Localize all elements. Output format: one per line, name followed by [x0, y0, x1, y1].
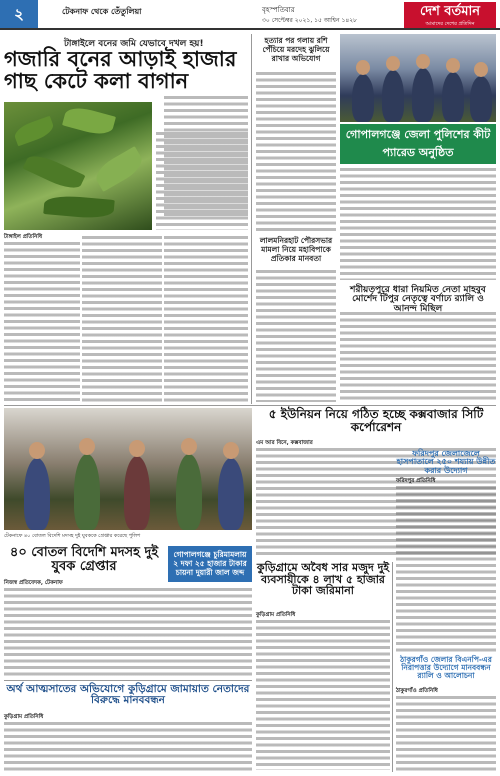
header-day: বৃহস্পতিবার — [262, 6, 295, 14]
faridpur-column — [396, 486, 496, 652]
shariatpur-column — [340, 312, 496, 402]
union-byline: এম আর বিনে, কক্সবাজার — [256, 440, 313, 446]
brand-logo: দেশ বর্তমান — [404, 2, 496, 28]
kurigram-headline: কুড়িগ্রামে অবৈধ সার মজুদ দুই ব্যবসায়ীকে ৪ লাখ ৫ হাজার টাকা জরিমানা — [256, 561, 390, 598]
banana-photo — [4, 102, 152, 230]
page-number: ২ — [0, 0, 38, 28]
lead-headline: গজারি বনের আড়াই হাজার গাছ কেটে কলা বাগান — [4, 47, 237, 94]
shariatpur-headline: শরীয়তপুরে ধারা নিয়মিত নেতা মাহবুব মোর্শেদ টিপুর নেতৃত্বে বর্ণাঢ্য র‍্যালি ও আনন্দ মিছিল — [350, 285, 486, 314]
lalon-kicker: হত্যার পর গলায় রশি পেঁচিয়ে মরদেহ ঝুলিয়ে রাখার অভিযোগ — [262, 36, 330, 63]
arrest-photo — [4, 408, 252, 530]
lalmonirhat-kicker: লালমনিরহাট পৌরসভার মামলা নিয়ে মহাবিপাকে প্রতিকার মানবতা — [259, 236, 333, 263]
bottom-headline: অর্থ আত্মসাতের অভিযোগে কুড়িগ্রামে জামায়াত নেতাদের বিরুদ্ধে মানববন্ধন — [6, 683, 250, 707]
faridpur-headline: ফরিদপুর জেলাজেলে হাসপাতালে ২৫০ শয্যায় উন্নীত করার উদ্যোগ — [396, 449, 496, 475]
kurigram-column — [256, 620, 390, 770]
faridpur-byline: ফরিদপুর প্রতিনিধি — [396, 478, 436, 484]
header-date: ৩০ সেপ্টেম্বর ২০২১, ১৫ আশ্বিন ১৪২৮ — [262, 17, 358, 24]
lalon-column — [256, 72, 336, 232]
police-column — [340, 168, 496, 280]
lalmonirhat-column — [256, 270, 336, 402]
column-middle-top — [164, 96, 248, 216]
lead-column-3 — [82, 236, 162, 402]
union-headline: ৫ ইউনিয়ন নিয়ে গঠিত হচ্ছে কক্সবাজার সিটি কর্পোরেশন — [268, 407, 484, 434]
section-subtitle: টেকনাফ থেকে তেঁতুলিয়া — [62, 7, 142, 16]
arrest-column — [4, 588, 252, 676]
thakurgaon-headline: ঠাকুরগাঁও জেলার বিএনপি-এর নিরাপত্তার উদ্যোগে মানববন্ধন র‍্যালি ও আলোচনা — [400, 655, 492, 680]
lead-column-4 — [164, 236, 248, 402]
thakurgaon-column — [396, 696, 496, 772]
arrest-headline: ৪০ বোতল বিদেশি মদসহ দুই যুবক গ্রেপ্তার — [9, 545, 159, 574]
arrest-caption: টেকনাফে ৪০ বোতল বিদেশি মদসহ দুই যুবককে গ্রেপ্তার করেছে পুলিশ — [4, 533, 141, 539]
tea-banner: গোপালগঞ্জে চুরিমামলায় ২ দফা ২৫ হাজার টাকার চায়না দুয়ারী জাল জব্দ — [168, 546, 252, 582]
lead-kicker: টাঙ্গাইলে বনের জমি যেভাবে দখল হয়! — [64, 39, 204, 49]
lead-column-2 — [4, 242, 80, 402]
page-header — [0, 0, 500, 30]
bottom-column — [4, 722, 252, 772]
bottom-byline: কুড়িগ্রাম প্রতিনিধি — [4, 714, 44, 720]
police-parade-photo — [340, 34, 496, 122]
police-banner: গোপালগঞ্জে জেলা পুলিশের কীট প্যারেড অনুষ্ঠিত — [340, 124, 496, 164]
thakurgaon-byline: ঠাকুরগাঁও প্রতিনিধি — [396, 688, 438, 694]
lead-byline: টাঙ্গাইল প্রতিনিধি — [4, 234, 43, 240]
kurigram-byline: কুড়িগ্রাম প্রতিনিধি — [256, 612, 296, 618]
arrest-byline: নিজস্ব প্রতিবেদক, টেকনাফ — [4, 580, 63, 586]
brand-tagline: আমাদের দেশের প্রতিদিন — [425, 21, 475, 27]
